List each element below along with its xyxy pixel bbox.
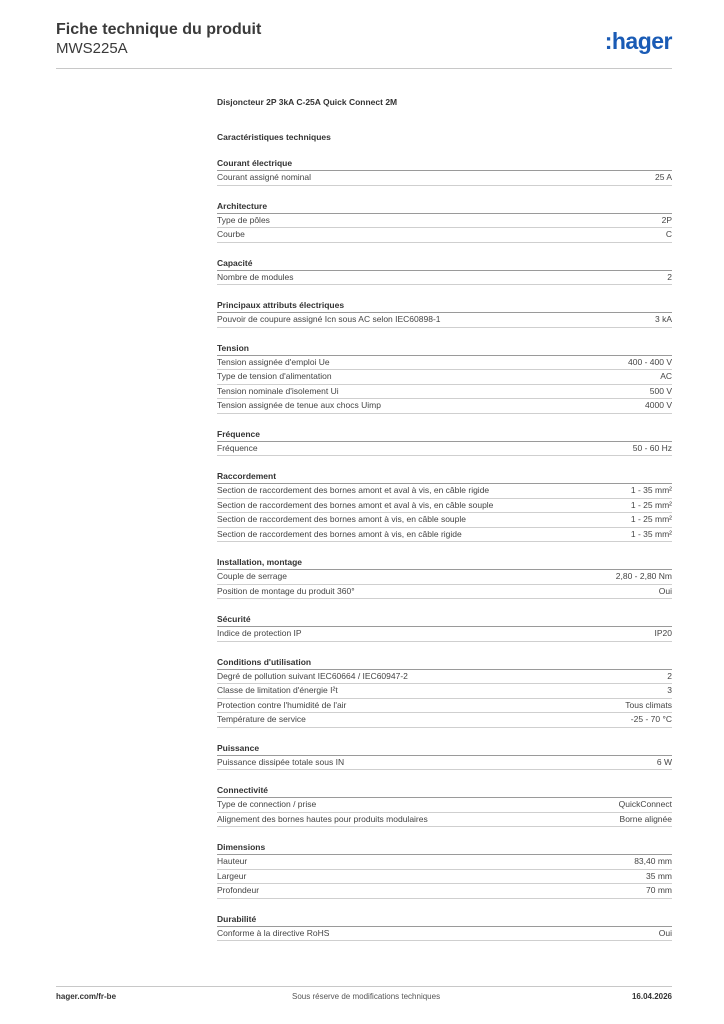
spec-label: Indice de protection IP [217, 628, 302, 638]
spec-section [217, 784, 672, 827]
spec-row [217, 442, 672, 457]
spec-row [217, 884, 672, 899]
footer-url[interactable]: hager.com/fr-be [56, 992, 117, 1001]
spec-label: Section de raccordement des bornes amont et aval à vis, en câble souple [217, 499, 494, 510]
section-title: Capacité [217, 257, 672, 271]
spec-label: Hauteur [217, 856, 248, 866]
spec-label: Position de montage du produit 360° [217, 585, 355, 596]
spec-section [217, 299, 672, 328]
spec-value: 35 mm [646, 870, 672, 881]
spec-row [217, 927, 672, 942]
section-title: Puissance [217, 742, 672, 756]
section-title: Sécurité [217, 613, 672, 627]
spec-label: Profondeur [217, 885, 260, 895]
spec-value: Oui [658, 927, 672, 938]
spec-heading: Caractéristiques techniques [217, 132, 331, 142]
spec-value: 6 W [656, 756, 672, 767]
spec-value: Oui [658, 585, 672, 596]
spec-section [217, 742, 672, 771]
spec-value: 3 [667, 685, 672, 695]
spec-value: 2P [661, 214, 672, 225]
section-title: Raccordement [217, 470, 672, 484]
spec-label: Fréquence [217, 442, 258, 453]
spec-label: Pouvoir de coupure assigné Icn sous AC selon IEC60898-1 [217, 314, 441, 324]
spec-value: IP20 [654, 628, 672, 638]
spec-row [217, 699, 672, 714]
spec-value: 1 - 25 mm² [630, 514, 672, 524]
spec-row [217, 585, 672, 600]
spec-row [217, 171, 672, 186]
spec-row [217, 855, 672, 870]
spec-row [217, 399, 672, 414]
spec-value: C [665, 229, 672, 239]
section-title: Connectivité [217, 784, 672, 798]
spec-value: Borne alignée [619, 813, 672, 824]
spec-label: Type de pôles [217, 214, 270, 225]
section-title: Fréquence [217, 428, 672, 442]
spec-value: AC [660, 371, 672, 381]
spec-value: 500 V [649, 385, 672, 396]
document-title: Fiche technique du produit [56, 21, 262, 38]
spec-value: 3 kA [654, 314, 672, 324]
spec-section [217, 342, 672, 414]
spec-row [217, 313, 672, 328]
spec-label: Puissance dissipée totale sous IN [217, 756, 345, 767]
spec-row [217, 214, 672, 229]
spec-row [217, 870, 672, 885]
spec-value: QuickConnect [618, 799, 672, 809]
spec-content [217, 96, 672, 941]
header-divider [56, 68, 672, 69]
spec-label: Section de raccordement des bornes amont à vis, en câble rigide [217, 528, 462, 539]
spec-label: Couple de serrage [217, 571, 287, 581]
spec-value: 2 [667, 271, 672, 282]
page-header [56, 20, 261, 58]
spec-value: 25 A [654, 172, 672, 182]
spec-row [217, 271, 672, 286]
spec-label: Section de raccordement des bornes amont à vis, en câble souple [217, 514, 467, 524]
spec-section [217, 656, 672, 728]
spec-label: Tension assignée d'emploi Ue [217, 356, 330, 367]
spec-value: 400 - 400 V [628, 356, 672, 367]
spec-value: Tous climats [625, 699, 672, 710]
spec-row [217, 670, 672, 685]
section-title: Durabilité [217, 913, 672, 927]
product-name: Disjoncteur 2P 3kA C-25A Quick Connect 2M [217, 97, 398, 107]
spec-label: Protection contre l'humidité de l'air [217, 699, 347, 710]
spec-row [217, 513, 672, 528]
spec-section [217, 428, 672, 457]
spec-section [217, 200, 672, 243]
spec-sections [217, 157, 672, 941]
spec-row [217, 627, 672, 642]
spec-section [217, 913, 672, 942]
spec-label: Largeur [217, 870, 247, 881]
spec-section [217, 613, 672, 642]
section-title: Architecture [217, 200, 672, 214]
spec-value: 50 - 60 Hz [632, 442, 672, 453]
spec-label: Degré de pollution suivant IEC60664 / IEC60947-2 [217, 670, 408, 681]
spec-label: Tension assignée de tenue aux chocs Uimp [217, 400, 381, 410]
spec-label: Courant assigné nominal [217, 172, 312, 182]
spec-section [217, 841, 672, 899]
section-title: Conditions d'utilisation [217, 656, 672, 670]
section-title: Courant électrique [217, 157, 672, 171]
footer-date: 16.04.2026 [631, 992, 672, 1001]
spec-row [217, 499, 672, 514]
spec-section [217, 257, 672, 286]
spec-value: 83,40 mm [634, 856, 672, 866]
spec-row [217, 528, 672, 543]
spec-label: Tension nominale d'isolement Ui [217, 385, 339, 396]
spec-value: 2 [667, 670, 672, 681]
spec-row [217, 356, 672, 371]
spec-value: 70 mm [646, 885, 672, 895]
spec-section [217, 556, 672, 599]
spec-label: Alignement des bornes hautes pour produits modulaires [217, 813, 428, 824]
spec-section [217, 470, 672, 542]
spec-label: Nombre de modules [217, 271, 294, 282]
spec-label: Température de service [217, 714, 306, 724]
section-title: Installation, montage [217, 556, 672, 570]
spec-row [217, 484, 672, 499]
spec-row [217, 713, 672, 728]
spec-row [217, 370, 672, 385]
hager-logo: :hager [604, 28, 672, 54]
spec-row [217, 756, 672, 771]
spec-value: 1 - 35 mm² [630, 485, 672, 495]
footer-note: Sous réserve de modifications techniques [292, 992, 441, 1001]
spec-value: 4000 V [645, 400, 672, 410]
spec-label: Type de tension d'alimentation [217, 371, 332, 381]
spec-row [217, 684, 672, 699]
spec-label: Conforme à la directive RoHS [217, 927, 330, 938]
spec-row [217, 813, 672, 828]
spec-value: -25 - 70 °C [630, 714, 672, 724]
spec-label: Classe de limitation d'énergie I²t [217, 685, 338, 695]
spec-value: 1 - 25 mm² [630, 499, 672, 510]
spec-label: Section de raccordement des bornes amont et aval à vis, en câble rigide [217, 485, 490, 495]
spec-section [217, 157, 672, 186]
section-title: Dimensions [217, 841, 672, 855]
spec-value: 1 - 35 mm² [630, 528, 672, 539]
spec-row [217, 570, 672, 585]
spec-label: Courbe [217, 229, 245, 239]
spec-row [217, 228, 672, 243]
spec-value: 2,80 - 2,80 Nm [615, 571, 672, 581]
spec-label: Type de connection / prise [217, 799, 317, 809]
footer-divider [56, 986, 672, 987]
section-title: Tension [217, 342, 672, 356]
product-reference: MWS225A [56, 40, 128, 57]
spec-row [217, 798, 672, 813]
section-title: Principaux attributs électriques [217, 299, 672, 313]
spec-row [217, 385, 672, 400]
